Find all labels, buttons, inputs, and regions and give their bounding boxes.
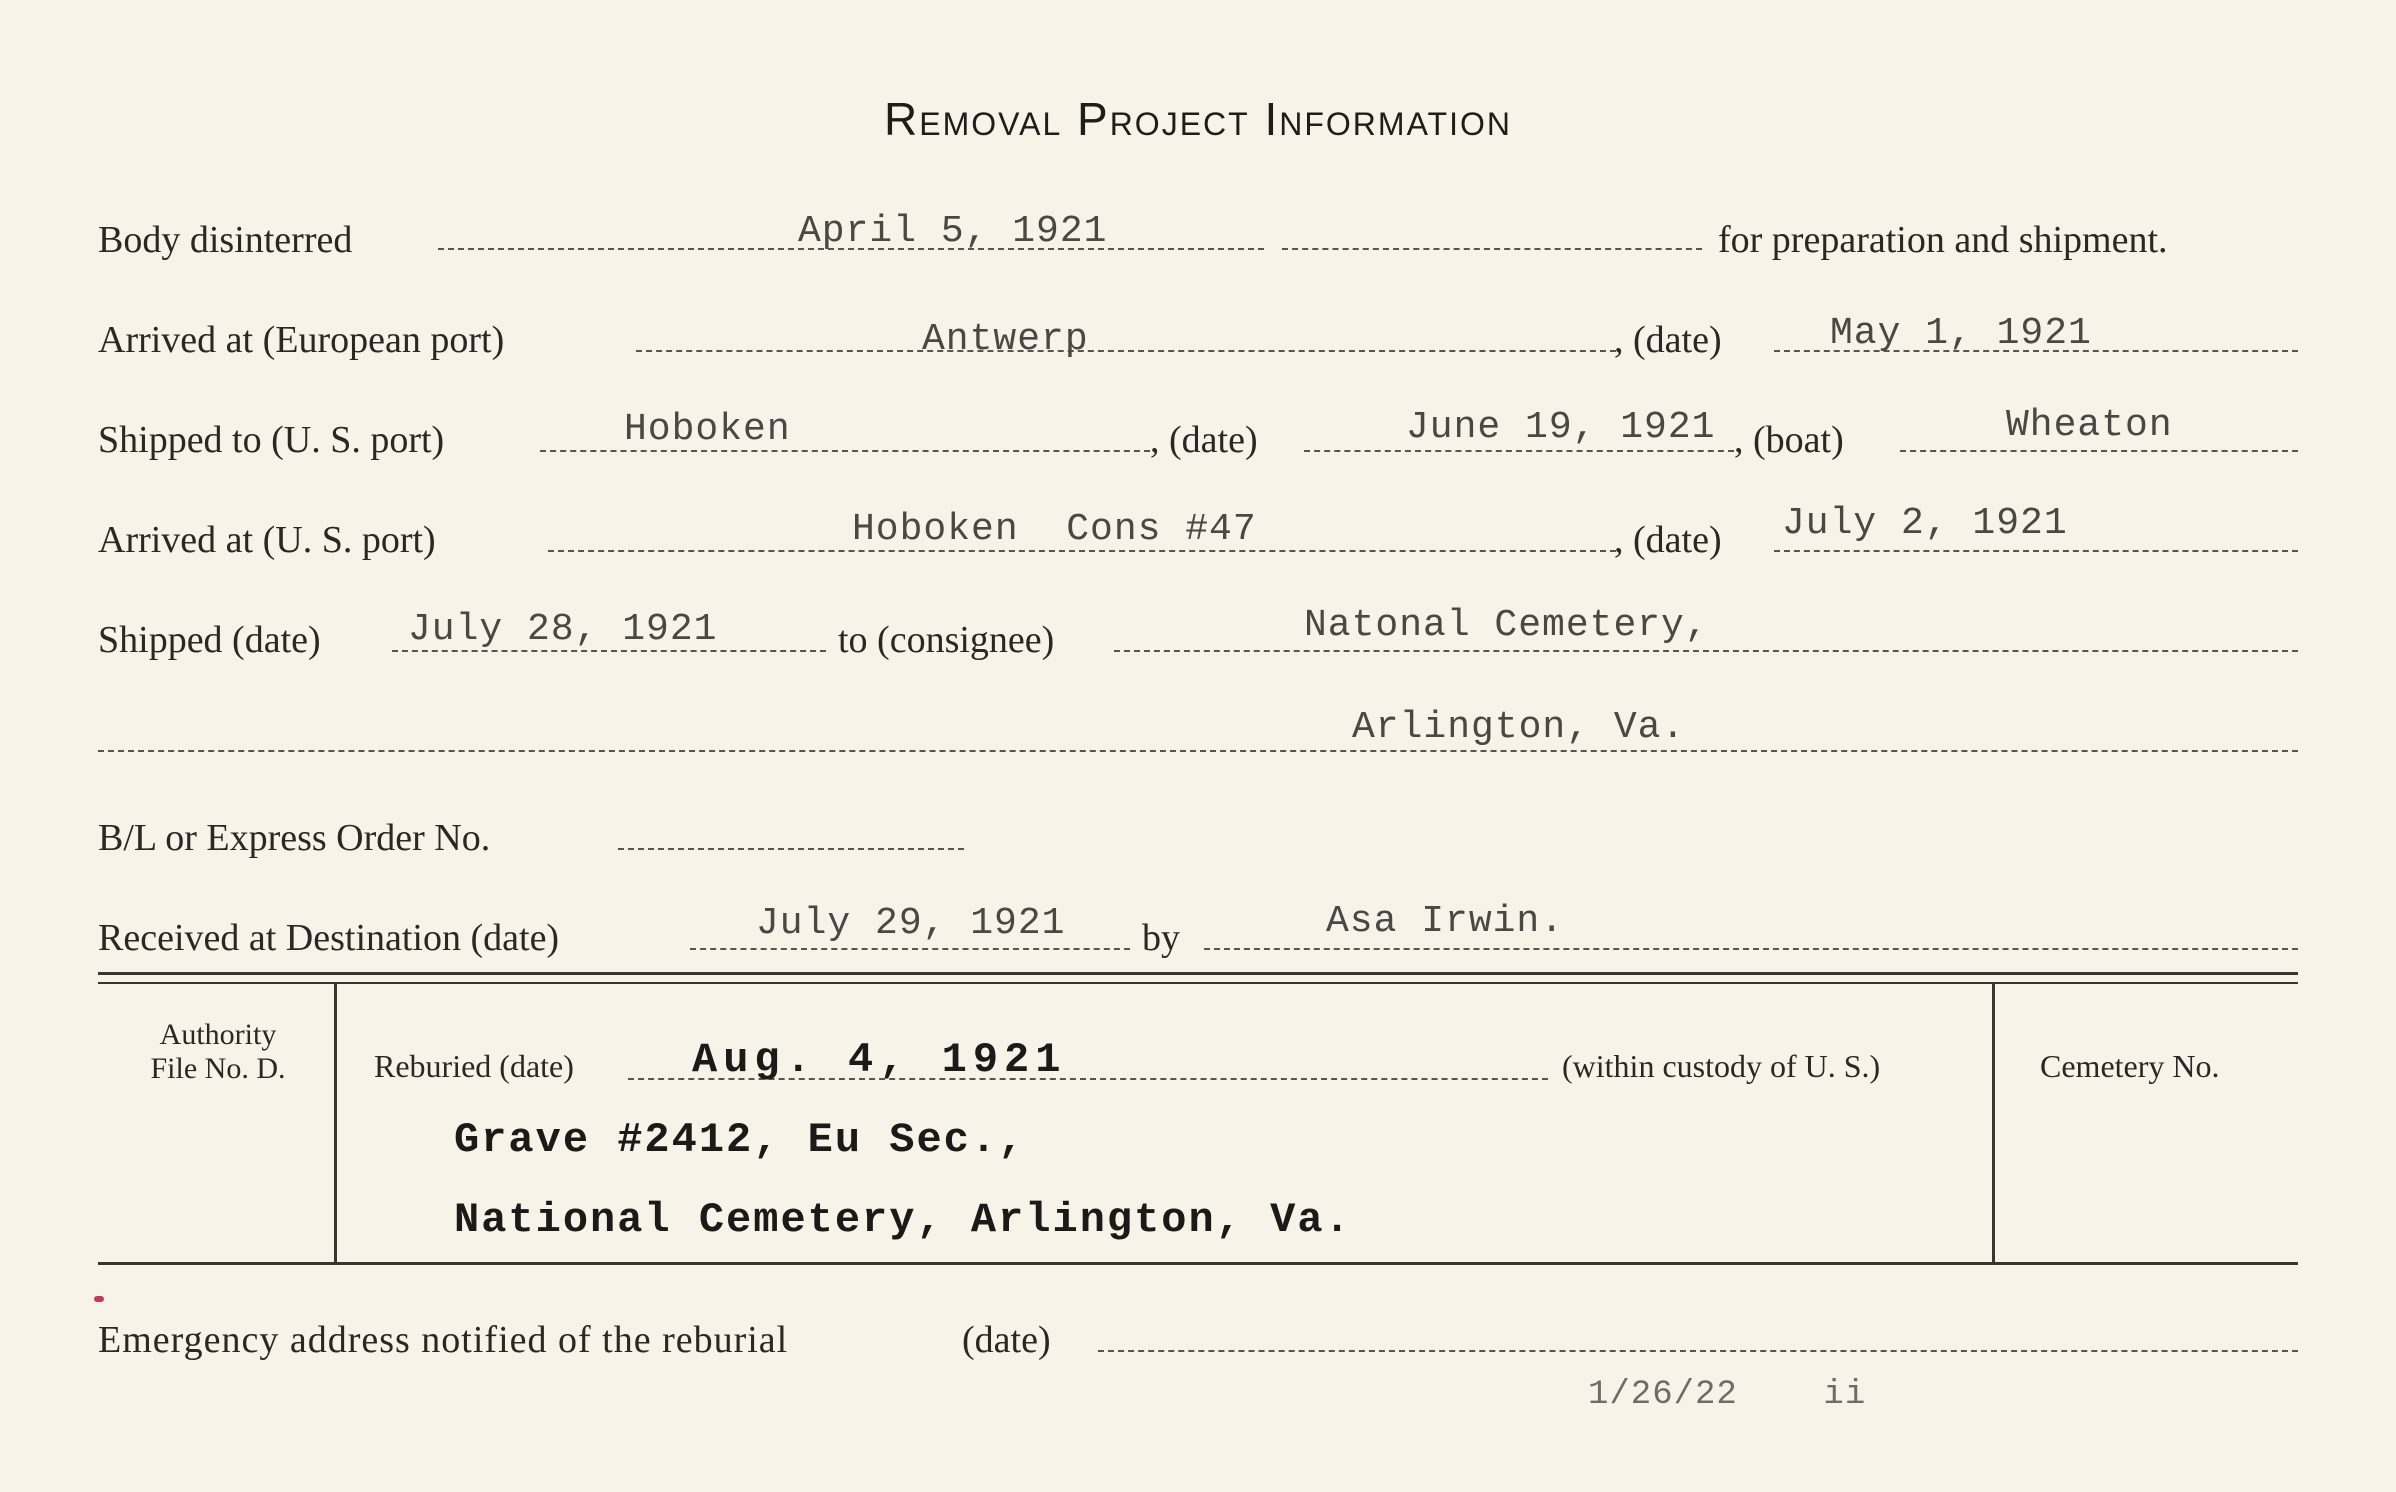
- label-preparation-shipment: for preparation and shipment.: [1718, 219, 2168, 261]
- box-top-rule-2: [98, 982, 2298, 984]
- label-date: , (date): [1614, 319, 1722, 361]
- label-to-consignee: to (consignee): [838, 619, 1055, 661]
- value-european-port-date: May 1, 1921: [1830, 312, 2092, 355]
- value-shipped-date: July 28, 1921: [408, 608, 718, 651]
- value-received-date: July 29, 1921: [756, 902, 1066, 945]
- value-reburied-date: Aug. 4, 1921: [692, 1036, 1067, 1084]
- label-custody-note: (within custody of U. S.): [1562, 1048, 1881, 1084]
- box-top-rule: [98, 972, 2298, 975]
- dotted-line: [690, 948, 1130, 950]
- label-cemetery-no: Cemetery No.: [2040, 1048, 2220, 1084]
- dotted-line: [1114, 650, 2298, 652]
- value-boat: Wheaton: [2006, 404, 2173, 447]
- dotted-line: [1774, 550, 2298, 552]
- dotted-line: [1900, 450, 2298, 452]
- card-title: Removal Project Information: [884, 93, 1512, 145]
- box-divider-right: [1992, 984, 1995, 1262]
- ink-mark: [94, 1296, 104, 1302]
- label-arrived-us-port: Arrived at (U. S. port): [98, 519, 436, 561]
- label-body-disinterred: Body disinterred: [98, 219, 353, 261]
- value-consignee-line1: Natonal Cemetery,: [1304, 604, 1709, 647]
- label-date: , (date): [1150, 419, 1258, 461]
- dotted-line: [1098, 1350, 2298, 1352]
- value-shipped-date: June 19, 1921: [1406, 406, 1716, 449]
- label-file-no: File No. D.: [150, 1052, 286, 1085]
- label-received-destination: Received at Destination (date): [98, 917, 560, 959]
- box-bottom-rule: [98, 1262, 2298, 1265]
- value-arrived-us-date: July 2, 1921: [1782, 502, 2068, 545]
- dotted-line: [618, 848, 964, 850]
- label-date: , (date): [1614, 519, 1722, 561]
- value-cemetery: National Cemetery, Arlington, Va.: [454, 1196, 1352, 1244]
- dotted-line: [636, 350, 1616, 352]
- label-authority: Authority: [159, 1018, 277, 1051]
- label-emergency-address: Emergency address notified of the reburial: [98, 1319, 789, 1361]
- value-european-port: Antwerp: [922, 318, 1089, 361]
- label-reburied-date: Reburied (date): [374, 1048, 574, 1084]
- value-us-port: Hoboken: [624, 408, 791, 451]
- value-received-by: Asa Irwin.: [1326, 900, 1565, 943]
- label-emergency-date: (date): [962, 1319, 1051, 1361]
- label-shipped-date: Shipped (date): [98, 619, 321, 661]
- label-by: by: [1142, 917, 1180, 959]
- label-bl-order: B/L or Express Order No.: [98, 817, 491, 859]
- footer-note: 1/26/22 ii: [1588, 1376, 1867, 1414]
- value-grave: Grave #2412, Eu Sec.,: [454, 1116, 1026, 1164]
- label-arrived-european-port: Arrived at (European port): [98, 319, 505, 361]
- value-arrived-us-port: Hoboken Cons #47: [852, 508, 1257, 551]
- dotted-line: [1204, 948, 2298, 950]
- value-body-disinterred: April 5, 1921: [798, 210, 1108, 253]
- box-divider-left: [334, 984, 337, 1262]
- value-consignee-line2: Arlington, Va.: [1352, 706, 1686, 749]
- label-shipped-to-us-port: Shipped to (U. S. port): [98, 419, 445, 461]
- dotted-line: [98, 750, 2298, 752]
- dotted-line: [1282, 248, 1702, 250]
- label-boat: , (boat): [1734, 419, 1844, 461]
- dotted-line: [1304, 450, 1734, 452]
